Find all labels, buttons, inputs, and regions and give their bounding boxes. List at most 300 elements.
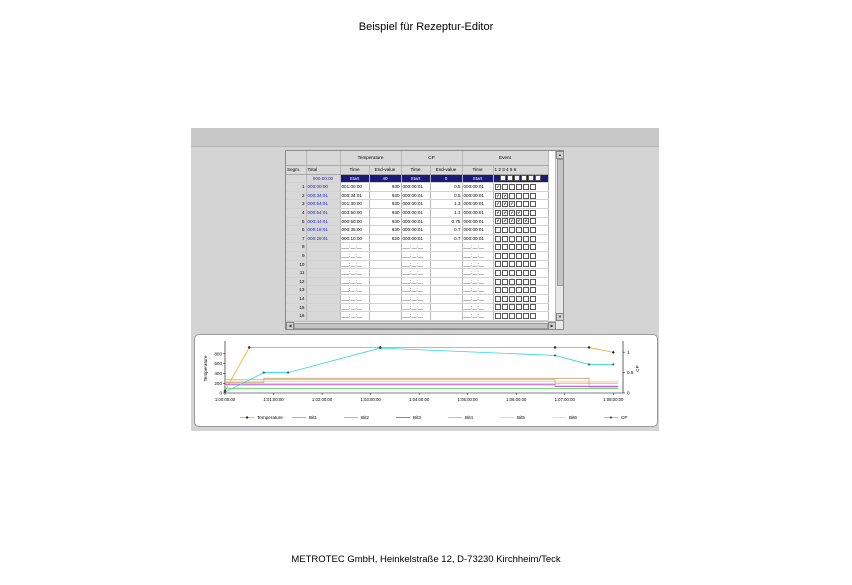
event-checkbox[interactable] bbox=[516, 279, 522, 285]
total-cell: 000:00:00 bbox=[306, 183, 340, 192]
event-checkbox[interactable] bbox=[502, 184, 508, 190]
event-checks[interactable] bbox=[493, 183, 548, 192]
event-checkbox[interactable] bbox=[509, 296, 515, 302]
event-checkbox-checked[interactable]: ✔ bbox=[517, 209, 521, 215]
temp-time-cell[interactable]: ___:__:__ bbox=[340, 251, 369, 260]
cp-time-cell[interactable]: ___:__:__ bbox=[401, 312, 430, 321]
horizontal-scroll-thumb[interactable] bbox=[294, 323, 548, 329]
event-checkbox[interactable] bbox=[509, 261, 515, 267]
cp-time-cell[interactable]: 000:00:01 bbox=[401, 191, 430, 200]
cp-point bbox=[612, 363, 614, 365]
event-checkbox-checked[interactable]: ✔ bbox=[503, 209, 507, 215]
temp-end-cell[interactable]: 930 bbox=[369, 191, 401, 200]
event-checkbox[interactable] bbox=[530, 236, 536, 242]
segm-cell: 15 bbox=[286, 303, 306, 312]
event-checkbox[interactable] bbox=[502, 313, 508, 319]
col-header-total: Total bbox=[306, 166, 340, 175]
temp-time-cell[interactable]: ___:__:__ bbox=[340, 286, 369, 295]
event-checks[interactable] bbox=[493, 269, 548, 278]
table-row bbox=[286, 191, 548, 200]
start-checkbox[interactable] bbox=[535, 175, 541, 181]
event-time-cell[interactable]: ___:__:__ bbox=[462, 269, 493, 278]
event-checkbox[interactable] bbox=[509, 184, 515, 190]
event-checkbox[interactable] bbox=[502, 261, 508, 267]
legend-label: Bit5 bbox=[517, 415, 525, 420]
temp-time-cell[interactable]: ___:__:__ bbox=[340, 243, 369, 252]
legend-label: Bit1 bbox=[309, 415, 317, 420]
event-checkbox[interactable] bbox=[523, 184, 529, 190]
temp-end-cell[interactable]: 930 bbox=[369, 200, 401, 209]
event-checkbox[interactable] bbox=[516, 270, 522, 276]
y2-axis-label: CP bbox=[635, 365, 640, 372]
cp-time-cell[interactable]: ___:__:__ bbox=[401, 277, 430, 286]
cp-point bbox=[224, 391, 226, 393]
cp-end-cell[interactable]: 1.1 bbox=[430, 208, 462, 217]
event-checkbox[interactable] bbox=[523, 201, 529, 207]
event-checkbox[interactable] bbox=[509, 279, 515, 285]
event-checkbox[interactable] bbox=[530, 261, 536, 267]
cp-end-cell[interactable]: 0.5 bbox=[430, 183, 462, 192]
event-time-cell[interactable]: ___:__:__ bbox=[462, 312, 493, 321]
cp-point bbox=[554, 354, 556, 356]
y2-tick-label: 1 bbox=[627, 349, 630, 355]
recipe-grid bbox=[285, 150, 564, 330]
horizontal-scrollbar[interactable] bbox=[286, 321, 556, 329]
scroll-down-icon[interactable]: ▼ bbox=[556, 313, 564, 321]
segm-cell: 1 bbox=[286, 183, 306, 192]
event-checks[interactable] bbox=[493, 294, 548, 303]
cp-point bbox=[379, 347, 381, 349]
event-checkbox[interactable] bbox=[523, 236, 529, 242]
start-temp-time-cell[interactable]: Start bbox=[340, 174, 369, 183]
cp-end-cell[interactable] bbox=[430, 243, 462, 252]
event-checkbox-checked[interactable]: ✔ bbox=[496, 218, 500, 224]
event-checkbox[interactable] bbox=[516, 253, 522, 259]
segm-cell: 11 bbox=[286, 269, 306, 278]
event-checkbox[interactable] bbox=[509, 304, 515, 310]
event-checkbox[interactable] bbox=[509, 253, 515, 259]
y-tick-label: 400 bbox=[214, 371, 222, 376]
y2-tick-label: 0 bbox=[627, 390, 630, 396]
start-segm-cell bbox=[286, 174, 306, 183]
total-cell: 000:34:01 bbox=[306, 191, 340, 200]
cp-time-cell[interactable]: 000:00:01 bbox=[401, 208, 430, 217]
cp-time-cell[interactable]: 000:00:01 bbox=[401, 183, 430, 192]
table-row-empty bbox=[286, 269, 548, 278]
cp-time-cell[interactable]: ___:__:__ bbox=[401, 294, 430, 303]
start-total-cell[interactable]: 000:00:00 bbox=[306, 174, 340, 183]
event-checkbox[interactable] bbox=[502, 244, 508, 250]
temp-time-cell[interactable]: ___:__:__ bbox=[340, 260, 369, 269]
event-checkbox[interactable] bbox=[502, 236, 508, 242]
segm-cell: 12 bbox=[286, 277, 306, 286]
cp-time-cell[interactable]: ___:__:__ bbox=[401, 286, 430, 295]
event-time-cell[interactable]: 000:00:01 bbox=[462, 200, 493, 209]
event-checkbox[interactable] bbox=[516, 184, 522, 190]
event-checkbox-checked[interactable]: ✔ bbox=[524, 218, 528, 224]
cp-end-cell[interactable] bbox=[430, 277, 462, 286]
temp-time-cell[interactable]: 000:34:01 bbox=[340, 191, 369, 200]
y-tick-label: 600 bbox=[214, 361, 222, 367]
table-row bbox=[286, 183, 548, 192]
event-checkbox-checked[interactable]: ✔ bbox=[503, 218, 507, 224]
event-checkbox[interactable] bbox=[502, 227, 508, 233]
table-row-empty bbox=[286, 312, 548, 321]
x-tick-label: 1:01:00:00 bbox=[263, 397, 284, 402]
group-header-row bbox=[286, 151, 548, 166]
temp-end-cell[interactable] bbox=[369, 294, 401, 303]
event-time-cell[interactable]: ___:__:__ bbox=[462, 294, 493, 303]
event-checkbox[interactable] bbox=[523, 193, 529, 199]
event-checkbox[interactable] bbox=[495, 227, 501, 233]
event-checkbox-checked[interactable]: ✔ bbox=[510, 201, 514, 207]
temp-time-cell[interactable]: 000:35:00 bbox=[340, 226, 369, 235]
total-cell bbox=[306, 277, 340, 286]
start-checkbox[interactable] bbox=[514, 175, 520, 181]
temp-end-cell[interactable]: 830 bbox=[369, 226, 401, 235]
segm-cell: 16 bbox=[286, 312, 306, 321]
event-col-4: 4 bbox=[506, 167, 509, 172]
recipe-table bbox=[286, 151, 549, 321]
event-checkbox[interactable] bbox=[495, 244, 501, 250]
event-checkbox[interactable] bbox=[509, 193, 515, 199]
event-checkbox[interactable] bbox=[523, 313, 529, 319]
cp-end-cell[interactable]: 0.5 bbox=[430, 191, 462, 200]
cp-time-cell[interactable]: 000:00:01 bbox=[401, 226, 430, 235]
cp-end-cell[interactable]: 0.7 bbox=[430, 234, 462, 243]
event-checkbox[interactable] bbox=[530, 193, 536, 199]
cp-end-cell[interactable] bbox=[430, 294, 462, 303]
event-checks[interactable] bbox=[493, 208, 548, 217]
legend-label: Bit6 bbox=[569, 415, 577, 420]
cp-end-cell[interactable] bbox=[430, 303, 462, 312]
event-checkbox[interactable] bbox=[495, 296, 501, 302]
event-checkbox[interactable] bbox=[530, 210, 536, 216]
event-checkbox[interactable] bbox=[516, 261, 522, 267]
col-header-temp-endvalue: End-value bbox=[369, 166, 401, 175]
recipe-chart bbox=[194, 334, 658, 427]
legend-label: Temperature bbox=[257, 415, 283, 420]
event-checkbox[interactable] bbox=[516, 193, 522, 199]
event-checkbox[interactable] bbox=[523, 304, 529, 310]
temp-end-cell[interactable] bbox=[369, 303, 401, 312]
event-checkbox[interactable] bbox=[523, 296, 529, 302]
start-checkbox[interactable] bbox=[521, 175, 527, 181]
cp-time-cell[interactable]: ___:__:__ bbox=[401, 269, 430, 278]
event-checkbox[interactable] bbox=[523, 244, 529, 250]
start-cp-time-cell[interactable]: Start bbox=[401, 174, 430, 183]
vertical-scroll-thumb[interactable] bbox=[557, 159, 564, 286]
segm-cell: 3 bbox=[286, 200, 306, 209]
event-checkbox[interactable] bbox=[516, 201, 522, 207]
toolbar bbox=[191, 128, 659, 147]
event-checkbox[interactable] bbox=[495, 287, 501, 293]
start-event-time-cell[interactable]: Start bbox=[462, 174, 493, 183]
scroll-right-icon[interactable]: ▶ bbox=[548, 322, 556, 330]
event-checkbox[interactable] bbox=[502, 304, 508, 310]
event-checkbox[interactable] bbox=[495, 279, 501, 285]
x-tick-label: 1:03:00:00 bbox=[360, 397, 381, 402]
event-checkbox[interactable] bbox=[502, 279, 508, 285]
event-checkbox[interactable] bbox=[516, 313, 522, 319]
legend-label: CP bbox=[621, 415, 628, 420]
event-checkbox[interactable] bbox=[523, 261, 529, 267]
event-checkbox[interactable] bbox=[523, 210, 529, 216]
event-checkbox[interactable] bbox=[509, 227, 515, 233]
event-checkbox[interactable] bbox=[516, 244, 522, 250]
total-cell: 000:18:01 bbox=[306, 226, 340, 235]
temp-time-cell[interactable]: 000:10:00 bbox=[340, 234, 369, 243]
event-checkbox-checked[interactable]: ✔ bbox=[517, 218, 521, 224]
event-checks[interactable] bbox=[493, 277, 548, 286]
event-checks[interactable] bbox=[493, 312, 548, 321]
event-checkbox[interactable] bbox=[523, 270, 529, 276]
col-header-event-time: Time bbox=[462, 166, 493, 175]
event-col-5: 5 bbox=[509, 167, 513, 172]
temp-end-cell[interactable] bbox=[369, 286, 401, 295]
total-cell: 000:44:01 bbox=[306, 217, 340, 226]
event-checks[interactable] bbox=[493, 200, 548, 209]
x-tick-label: 1:08:00:00 bbox=[603, 397, 624, 402]
event-checks[interactable] bbox=[493, 243, 548, 252]
cp-end-cell[interactable] bbox=[430, 269, 462, 278]
event-time-cell[interactable]: ___:__:__ bbox=[462, 277, 493, 286]
start-checkbox[interactable] bbox=[528, 175, 534, 181]
total-cell bbox=[306, 260, 340, 269]
event-checkbox[interactable] bbox=[495, 313, 501, 319]
legend-marker bbox=[610, 416, 612, 418]
event-checkbox[interactable] bbox=[530, 184, 536, 190]
event-checkbox[interactable] bbox=[530, 244, 536, 250]
cp-time-cell[interactable]: ___:__:__ bbox=[401, 243, 430, 252]
event-checkbox[interactable] bbox=[509, 313, 515, 319]
temp-time-cell[interactable]: 001:30:00 bbox=[340, 200, 369, 209]
temp-end-cell[interactable]: 930 bbox=[369, 183, 401, 192]
event-checkbox[interactable] bbox=[495, 253, 501, 259]
temp-time-cell[interactable]: ___:__:__ bbox=[340, 269, 369, 278]
segm-cell: 10 bbox=[286, 260, 306, 269]
event-checkbox[interactable] bbox=[523, 253, 529, 259]
y-tick-label: 200 bbox=[214, 380, 222, 386]
event-time-cell[interactable]: 000:00:01 bbox=[462, 183, 493, 192]
scroll-up-icon[interactable]: ▲ bbox=[556, 151, 564, 159]
event-checkbox[interactable] bbox=[530, 218, 536, 224]
segm-cell: 4 bbox=[286, 208, 306, 217]
event-checkbox[interactable] bbox=[530, 253, 536, 259]
event-checkbox[interactable] bbox=[509, 270, 515, 276]
total-cell: 000:54:01 bbox=[306, 208, 340, 217]
page-footer: METROTEC GmbH, Heinkelstraße 12, D-73230 Kirchheim/Teck bbox=[291, 554, 561, 565]
event-checkbox[interactable] bbox=[509, 287, 515, 293]
temp-time-cell[interactable]: ___:__:__ bbox=[340, 312, 369, 321]
segm-cell: 14 bbox=[286, 294, 306, 303]
temp-end-cell[interactable] bbox=[369, 243, 401, 252]
event-checks[interactable] bbox=[493, 303, 548, 312]
temp-time-cell[interactable]: ___:__:__ bbox=[340, 277, 369, 286]
event-checkbox[interactable] bbox=[523, 287, 529, 293]
event-checkbox[interactable] bbox=[502, 296, 508, 302]
group-header-event: Event bbox=[462, 151, 548, 166]
event-checkbox-checked[interactable]: ✔ bbox=[496, 192, 500, 198]
temp-time-cell[interactable]: 003:50:00 bbox=[340, 208, 369, 217]
cp-point bbox=[287, 371, 289, 373]
temp-end-cell[interactable] bbox=[369, 277, 401, 286]
event-checkbox-checked[interactable]: ✔ bbox=[496, 183, 500, 189]
event-checkbox[interactable] bbox=[530, 313, 536, 319]
cp-time-cell[interactable]: ___:__:__ bbox=[401, 251, 430, 260]
event-checks[interactable] bbox=[493, 191, 548, 200]
start-checkbox[interactable] bbox=[500, 175, 506, 181]
event-checkbox-checked[interactable]: ✔ bbox=[503, 192, 507, 198]
event-checks[interactable] bbox=[493, 260, 548, 269]
event-checkbox[interactable] bbox=[530, 270, 536, 276]
cp-time-cell[interactable]: 000:00:01 bbox=[401, 200, 430, 209]
y2-tick-label: 0.5 bbox=[627, 370, 634, 376]
start-cp-end-cell[interactable]: 0 bbox=[430, 174, 462, 183]
corner-cell bbox=[286, 151, 306, 166]
total-cell bbox=[306, 269, 340, 278]
cp-time-cell[interactable]: ___:__:__ bbox=[401, 260, 430, 269]
segm-cell: 13 bbox=[286, 286, 306, 295]
event-checkbox[interactable] bbox=[530, 279, 536, 285]
event-checkbox[interactable] bbox=[530, 296, 536, 302]
cp-end-cell[interactable] bbox=[430, 286, 462, 295]
temp-time-cell[interactable]: 000:50:00 bbox=[340, 217, 369, 226]
cp-end-cell[interactable]: 0.75 bbox=[430, 217, 462, 226]
start-temp-end-cell[interactable]: 40 bbox=[369, 174, 401, 183]
event-checkbox-checked[interactable]: ✔ bbox=[496, 201, 500, 207]
event-checkbox[interactable] bbox=[502, 270, 508, 276]
table-row-empty bbox=[286, 303, 548, 312]
col-header-event-numbers bbox=[493, 166, 548, 175]
event-checkbox[interactable] bbox=[495, 261, 501, 267]
cp-time-cell[interactable]: ___:__:__ bbox=[401, 303, 430, 312]
event-checkbox[interactable] bbox=[502, 287, 508, 293]
temp-time-cell[interactable]: ___:__:__ bbox=[340, 294, 369, 303]
total-cell bbox=[306, 243, 340, 252]
event-time-cell[interactable]: 000:00:01 bbox=[462, 226, 493, 235]
temp-time-cell[interactable]: 001:00:00 bbox=[340, 183, 369, 192]
event-time-cell[interactable]: 000:00:01 bbox=[462, 208, 493, 217]
event-checkbox[interactable] bbox=[495, 236, 501, 242]
temp-end-cell[interactable] bbox=[369, 312, 401, 321]
event-checkbox[interactable] bbox=[523, 227, 529, 233]
event-checkbox[interactable] bbox=[495, 270, 501, 276]
temp-end-cell[interactable] bbox=[369, 269, 401, 278]
table-row-empty bbox=[286, 286, 548, 295]
event-checkbox[interactable] bbox=[530, 304, 536, 310]
cp-end-cell[interactable]: 1.3 bbox=[430, 200, 462, 209]
event-checks[interactable] bbox=[493, 286, 548, 295]
cp-end-cell[interactable] bbox=[430, 312, 462, 321]
event-time-cell[interactable]: 000:00:01 bbox=[462, 217, 493, 226]
x-tick-label: 1:00:00:00 bbox=[214, 397, 236, 402]
temperature-point bbox=[587, 346, 590, 349]
col-header-segm: Segm. bbox=[286, 166, 306, 175]
event-checkbox[interactable] bbox=[530, 201, 536, 207]
page-title: Beispiel für Rezeptur-Editor bbox=[358, 21, 494, 33]
legend-marker bbox=[246, 416, 249, 419]
event-checkbox[interactable] bbox=[523, 279, 529, 285]
event-time-cell[interactable]: 000:00:01 bbox=[462, 191, 493, 200]
table-row bbox=[286, 234, 548, 243]
event-checkbox[interactable] bbox=[516, 304, 522, 310]
event-col-3: 3 bbox=[502, 167, 505, 172]
legend-label: Bit2 bbox=[361, 415, 369, 420]
start-checkbox[interactable] bbox=[507, 175, 513, 181]
event-checkbox[interactable] bbox=[516, 287, 522, 293]
cp-time-cell[interactable]: 000:00:01 bbox=[401, 234, 430, 243]
event-checks[interactable] bbox=[493, 234, 548, 243]
vertical-scrollbar[interactable] bbox=[555, 151, 563, 329]
event-checkbox-checked[interactable]: ✔ bbox=[510, 218, 514, 224]
x-tick-label: 1:06:00:00 bbox=[506, 397, 527, 402]
legend-label: Bit4 bbox=[465, 415, 473, 420]
event-checks[interactable] bbox=[493, 251, 548, 260]
event-time-cell[interactable]: ___:__:__ bbox=[462, 251, 493, 260]
event-time-cell[interactable]: ___:__:__ bbox=[462, 286, 493, 295]
total-cell bbox=[306, 294, 340, 303]
event-time-cell[interactable]: ___:__:__ bbox=[462, 303, 493, 312]
start-event-checks[interactable] bbox=[493, 174, 548, 183]
cp-end-cell[interactable]: 0.7 bbox=[430, 226, 462, 235]
event-checkbox[interactable] bbox=[509, 244, 515, 250]
event-checkbox-checked[interactable]: ✔ bbox=[510, 209, 514, 215]
event-checkbox[interactable] bbox=[516, 227, 522, 233]
event-checkbox[interactable] bbox=[516, 236, 522, 242]
total-cell bbox=[306, 312, 340, 321]
col-header-cp-endvalue: End-value bbox=[430, 166, 462, 175]
event-checkbox-checked[interactable]: ✔ bbox=[503, 201, 507, 207]
event-checkbox[interactable] bbox=[516, 296, 522, 302]
total-cell bbox=[306, 286, 340, 295]
event-checkbox[interactable] bbox=[502, 253, 508, 259]
x-tick-label: 1:02:00:00 bbox=[311, 397, 333, 402]
temp-end-cell[interactable] bbox=[369, 260, 401, 269]
event-checkbox-checked[interactable]: ✔ bbox=[496, 209, 500, 215]
cp-end-cell[interactable] bbox=[430, 260, 462, 269]
table-row-empty bbox=[286, 251, 548, 260]
event-checks[interactable] bbox=[493, 217, 548, 226]
event-checks[interactable] bbox=[493, 226, 548, 235]
event-checkbox[interactable] bbox=[509, 236, 515, 242]
total-cell: 000:29:01 bbox=[306, 234, 340, 243]
event-time-cell[interactable]: ___:__:__ bbox=[462, 260, 493, 269]
temp-end-cell[interactable]: 930 bbox=[369, 208, 401, 217]
cp-end-cell[interactable] bbox=[430, 251, 462, 260]
legend-label: Bit3 bbox=[413, 415, 421, 420]
temp-end-cell[interactable]: 820 bbox=[369, 234, 401, 243]
temperature-point bbox=[248, 346, 251, 349]
y-axis-label: Temperature bbox=[203, 355, 208, 382]
event-time-cell[interactable]: 000:00:01 bbox=[462, 234, 493, 243]
event-checkbox[interactable] bbox=[530, 287, 536, 293]
scroll-left-icon[interactable]: ◀ bbox=[286, 322, 294, 330]
cp-time-cell[interactable]: 000:00:01 bbox=[401, 217, 430, 226]
event-time-cell[interactable]: ___:__:__ bbox=[462, 243, 493, 252]
col-header-temp-time: Time bbox=[340, 166, 369, 175]
temp-end-cell[interactable] bbox=[369, 251, 401, 260]
table-row bbox=[286, 226, 548, 235]
event-col-6: 6 bbox=[513, 167, 517, 172]
table-row-empty bbox=[286, 294, 548, 303]
temp-end-cell[interactable]: 930 bbox=[369, 217, 401, 226]
temp-time-cell[interactable]: ___:__:__ bbox=[340, 303, 369, 312]
event-checkbox[interactable] bbox=[495, 304, 501, 310]
temperature-point bbox=[553, 346, 556, 349]
table-row-empty bbox=[286, 277, 548, 286]
event-checkbox[interactable] bbox=[530, 227, 536, 233]
